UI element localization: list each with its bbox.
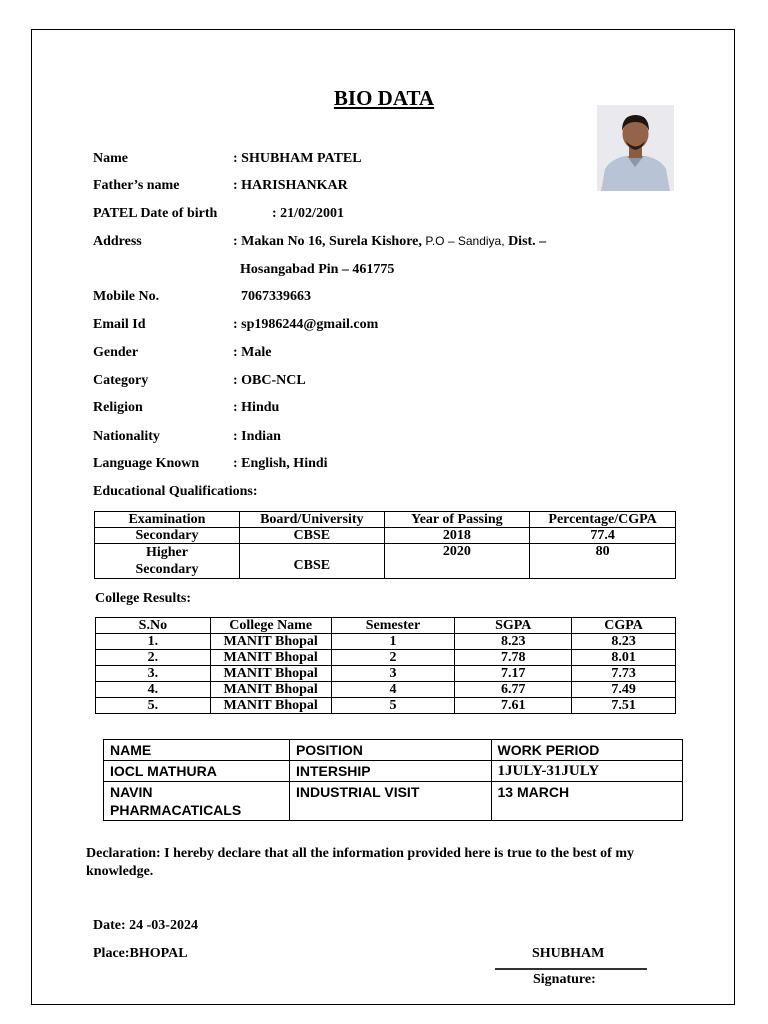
table-header-row [104,740,683,761]
table-cell: 3. [96,666,211,682]
field-value: : Male [233,345,272,360]
education-heading: Educational Qualifications: [93,484,258,499]
person-photo [597,105,674,191]
field-label: Category [93,373,149,388]
college-results-table [95,617,676,714]
table-row [95,528,676,544]
table-cell: Secondary [95,528,240,544]
table-cell: 2. [96,650,211,666]
field-value: : Indian [233,429,281,444]
table-cell: 8.01 [572,650,676,666]
table-cell: MANIT Bhopal [210,698,331,714]
header-cell: Semester [331,618,455,634]
header-cell: Percentage/CGPA [530,512,676,528]
table-cell: 77.4 [530,528,676,544]
field-value: : 21/02/2001 [272,206,344,221]
field-value: : sp1986244@gmail.com [233,317,379,332]
table-cell: IOCL MATHURA [104,761,290,782]
table-row [96,666,676,682]
field-label: Email Id [93,317,146,332]
table-cell: 7.17 [455,666,572,682]
table-cell: 1JULY-31JULY [491,761,683,782]
header-cell: CGPA [572,618,676,634]
signature-line [495,968,647,970]
table-cell: 8.23 [572,634,676,650]
field-label: Nationality [93,429,160,444]
table-cell: INDUSTRIAL VISIT [289,782,491,821]
field-label: Name [93,151,128,166]
table-cell: 7.49 [572,682,676,698]
table-cell: MANIT Bhopal [210,682,331,698]
date-text: Date: 24 -03-2024 [93,918,198,933]
table-cell: 6.77 [455,682,572,698]
field-label: PATEL Date of birth [93,206,218,221]
table-row [96,634,676,650]
table-cell: MANIT Bhopal [210,666,331,682]
table-cell: 2018 [384,528,529,544]
table-cell: 5. [96,698,211,714]
table-cell: 7.78 [455,650,572,666]
header-cell: POSITION [289,740,491,761]
table-cell: CBSE [239,544,384,579]
page-title: BIO DATA [333,86,435,110]
header-cell: SGPA [455,618,572,634]
field-label: Gender [93,345,139,360]
header-cell: NAME [104,740,290,761]
header-cell: S.No [96,618,211,634]
field-value: : Makan No 16, Surela Kishore, P.O – Sandiya, Dist. – [233,234,547,249]
address-po: P.O – Sandiya, [425,234,505,248]
field-value: : OBC-NCL [233,373,306,388]
table-row [104,782,683,821]
field-value: : Hindu [233,400,280,415]
field-label: Address [93,234,142,249]
declaration-text: Declaration: I hereby declare that all the information provided here is true to the best of my knowledge. [86,846,635,879]
table-cell: 7.51 [572,698,676,714]
table-cell: 3 [331,666,455,682]
table-row [95,544,676,579]
table-row [96,682,676,698]
table-cell: 1. [96,634,211,650]
table-cell: NAVIN PHARMACATICALS [104,782,290,821]
field-value: Hosangabad Pin – 461775 [240,262,395,277]
table-cell: INTERSHIP [289,761,491,782]
field-label: Language Known [93,456,200,471]
field-value: : English, Hindi [233,456,328,471]
table-cell: 7.73 [572,666,676,682]
field-label: Religion [93,400,143,415]
table-cell: 2 [331,650,455,666]
header-cell: Examination [95,512,240,528]
header-cell: College Name [210,618,331,634]
table-cell: 13 MARCH [491,782,683,821]
work-experience-table [103,739,683,821]
header-cell: Board/University [239,512,384,528]
header-cell: WORK PERIOD [491,740,683,761]
field-label: Mobile No. [93,289,160,304]
table-row [104,761,683,782]
place-text: Place:BHOPAL [93,946,188,961]
college-heading: College Results: [95,591,192,606]
table-cell: 4. [96,682,211,698]
table-cell: 5 [331,698,455,714]
table-cell: Higher Secondary [95,544,240,579]
table-cell: 8.23 [455,634,572,650]
table-cell: 1 [331,634,455,650]
signature-label: Signature: [533,972,596,987]
table-cell: 80 [530,544,676,579]
field-value: 7067339663 [241,289,311,304]
table-row [96,698,676,714]
table-header-row [95,512,676,528]
table-cell: 4 [331,682,455,698]
field-value: : SHUBHAM PATEL [233,151,362,166]
education-table [94,511,676,579]
table-cell: 7.61 [455,698,572,714]
field-value: : HARISHANKAR [233,178,348,193]
table-header-row [96,618,676,634]
table-cell: MANIT Bhopal [210,634,331,650]
header-cell: Year of Passing [384,512,529,528]
table-row [96,650,676,666]
table-cell: CBSE [239,528,384,544]
address-dist: Dist. – [508,234,547,249]
table-cell: 2020 [384,544,529,579]
signature-name: SHUBHAM [532,946,605,961]
table-cell: MANIT Bhopal [210,650,331,666]
field-label: Father’s name [93,178,180,193]
